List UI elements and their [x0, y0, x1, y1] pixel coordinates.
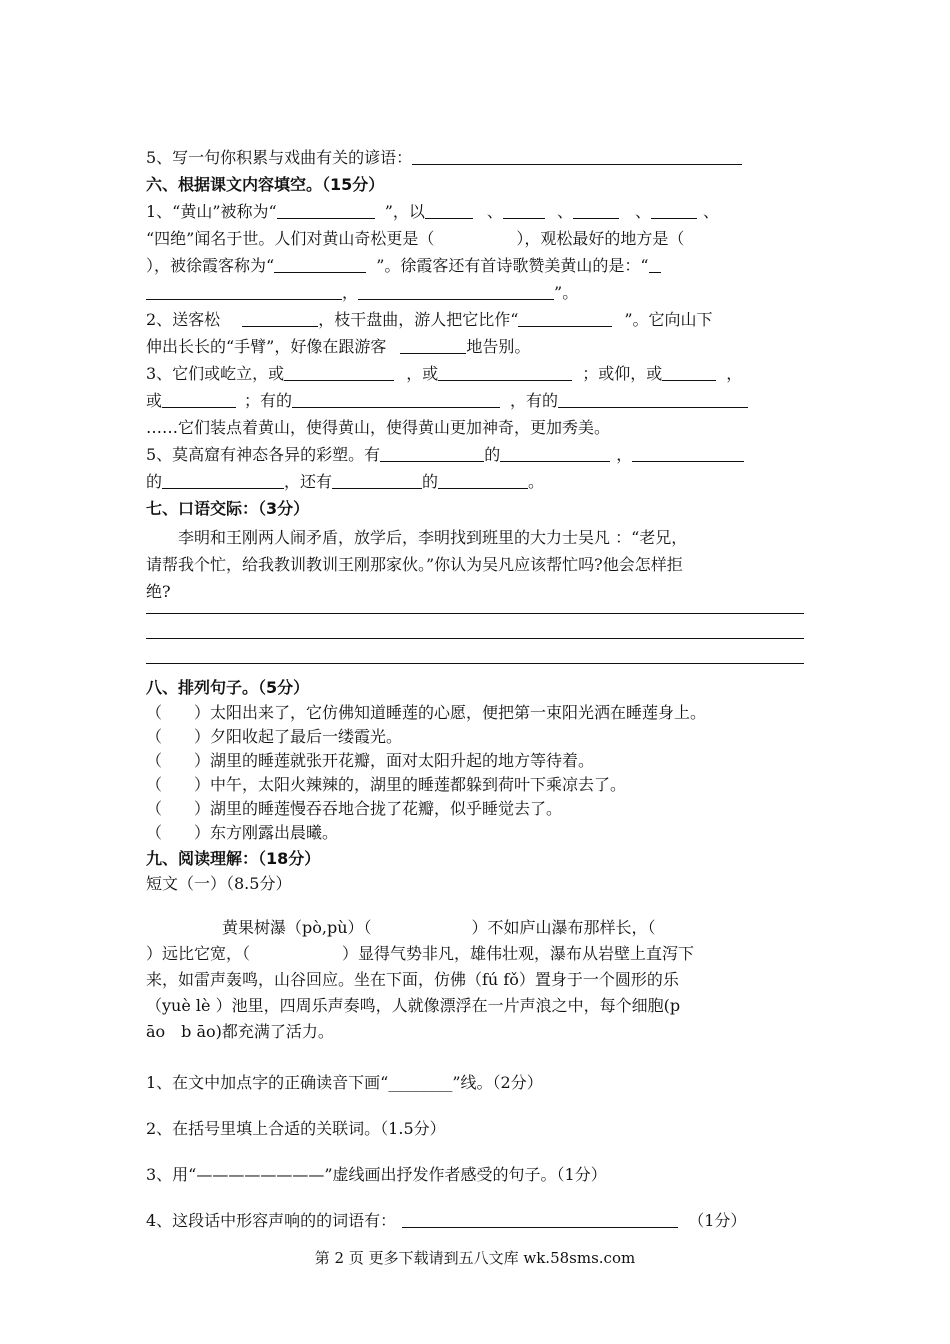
answer-blank[interactable]: [503, 202, 545, 219]
passage-line: āo b āo)都充满了活力。: [146, 1022, 334, 1041]
answer-blank[interactable]: [402, 1211, 678, 1228]
section6-title: 六、根据课文内容填空。（15分）: [146, 175, 385, 194]
answer-blank[interactable]: [162, 391, 236, 408]
sec7-para2: 请帮我个忙，给我教训教训王刚那家伙。”你认为吴凡应该帮忙吗?他会怎样拒: [146, 555, 683, 574]
answer-blank[interactable]: [332, 472, 422, 489]
section7-title: 七、口语交际：（3分）: [146, 499, 310, 518]
list-item[interactable]: （ ）太阳出来了，它仿佛知道睡莲的心愿，便把第一束阳光洒在睡莲身上。: [146, 703, 707, 722]
answer-blank[interactable]: [649, 256, 661, 273]
question-2: 2、在括号里填上合适的关联词。（1.5分）: [146, 1119, 446, 1138]
passage: [146, 915, 806, 1045]
passage-subtitle: 短文（一）（8.5分）: [146, 874, 292, 893]
answer-blank[interactable]: [632, 445, 744, 462]
answer-blank[interactable]: [162, 472, 284, 489]
reading-questions: [146, 1071, 806, 1255]
answer-blank[interactable]: [380, 445, 484, 462]
answer-blank[interactable]: [412, 148, 742, 165]
answer-blank[interactable]: [274, 256, 366, 273]
passage-line: 来，如雷声轰鸣，山谷回应。坐在下面，仿佛（fú fǒ）置身于一个圆形的乐: [146, 970, 679, 989]
sec6-line11: 的 ，还有 的 。: [146, 472, 545, 491]
sec6-line9: ……它们装点着黄山，使得黄山，使得黄山更加神奇，更加秀美。: [146, 418, 611, 437]
sec6-line10: 5、莫高窟有神态各异的彩塑。有 的 ，: [146, 443, 806, 466]
answer-blank[interactable]: [277, 202, 375, 219]
answer-blank[interactable]: [662, 364, 716, 381]
answer-blank[interactable]: [292, 391, 500, 408]
passage-line: 黄果树瀑（pò,pù）（ ）不如庐山瀑布那样长，（: [222, 918, 656, 937]
passage-line: （yuè lè ）池里，四周乐声奏鸣，人就像漂浮在一片声浪之中，每个细胞(p: [146, 996, 681, 1015]
list-item[interactable]: （ ）湖里的睡莲就张开花瓣，面对太阳升起的地方等待着。: [146, 751, 595, 770]
list-item[interactable]: （ ）夕阳收起了最后一缕霞光。: [146, 727, 403, 746]
answer-blank[interactable]: [573, 202, 619, 219]
list-item[interactable]: （ ）湖里的睡莲慢吞吞地合拢了花瓣，似乎睡觉去了。: [146, 799, 563, 818]
question-1: 1、在文中加点字的正确读音下画“________”线。（2分）: [146, 1073, 543, 1092]
answer-blank[interactable]: [558, 391, 748, 408]
question-4: 4、这段话中形容声响的的词语有： （1分）: [146, 1211, 747, 1230]
answer-blank[interactable]: [438, 472, 528, 489]
sec6-line5: 2、送客松 ，枝干盘曲，游人把它比作“ ”。它向山下: [146, 310, 713, 329]
sec6-line1: 1、“黄山”被称为“ ”，以 、 、 、 、: [146, 202, 719, 221]
answer-blank[interactable]: [358, 283, 554, 300]
answer-blank[interactable]: [425, 202, 473, 219]
sec6-line4: ， ”。: [146, 281, 806, 304]
sentence-list: [146, 701, 806, 845]
section8-title: 八、排列句子。（5分）: [146, 678, 310, 697]
list-item[interactable]: （ ）中午，太阳火辣辣的，湖里的睡莲都躲到荷叶下乘凉去了。: [146, 775, 627, 794]
question-3: 3、用“————————”虚线画出抒发作者感受的句子。（1分）: [146, 1165, 607, 1184]
sec6-line6: 伸出长长的“手臂”，好像在跟游客 地告别。: [146, 337, 531, 356]
answer-blank[interactable]: [146, 283, 342, 300]
answer-blank[interactable]: [242, 310, 318, 327]
answer-blank[interactable]: [500, 445, 610, 462]
answer-blank[interactable]: [284, 364, 394, 381]
page-footer: 第 2 页 更多下载请到五八文库 wk.58sms.com: [314, 1249, 636, 1267]
sec7-para3: 绝?: [146, 582, 171, 601]
sec6-line7: 3、它们或屹立，或 ，或 ；或仰，或 ，: [146, 364, 743, 383]
sec6-line8: 或 ；有的 ，有的: [146, 389, 806, 412]
list-item[interactable]: （ ）东方刚露出晨曦。: [146, 823, 339, 842]
answer-blank[interactable]: [400, 337, 466, 354]
answer-line[interactable]: [146, 613, 804, 614]
answer-blank[interactable]: [651, 202, 697, 219]
passage-line: ）远比它宽，（ ）显得气势非凡，雄伟壮观，瀑布从岩壁上直泻下: [146, 944, 695, 963]
sec6-line2: “四绝”闻名于世。人们对黄山奇松更是（ ），观松最好的地方是（: [146, 229, 685, 248]
answer-lines[interactable]: [146, 613, 806, 664]
sec6-line3: ），被徐霞客称为“ ”。徐霞客还有首诗歌赞美黄山的是：“: [146, 254, 806, 277]
section9-title: 九、阅读理解：（18分）: [146, 849, 321, 868]
worksheet-page: [146, 146, 806, 1230]
answer-line[interactable]: [146, 663, 804, 664]
q5-line: [146, 146, 806, 169]
answer-blank[interactable]: [438, 364, 572, 381]
sec7-para1: 李明和王刚两人闹矛盾，放学后，李明找到班里的大力士吴凡 ：“老兄，: [178, 528, 688, 547]
answer-blank[interactable]: [518, 310, 612, 327]
answer-line[interactable]: [146, 638, 804, 639]
q5-label: 5、写一句你积累与戏曲有关的谚语：: [146, 148, 413, 167]
